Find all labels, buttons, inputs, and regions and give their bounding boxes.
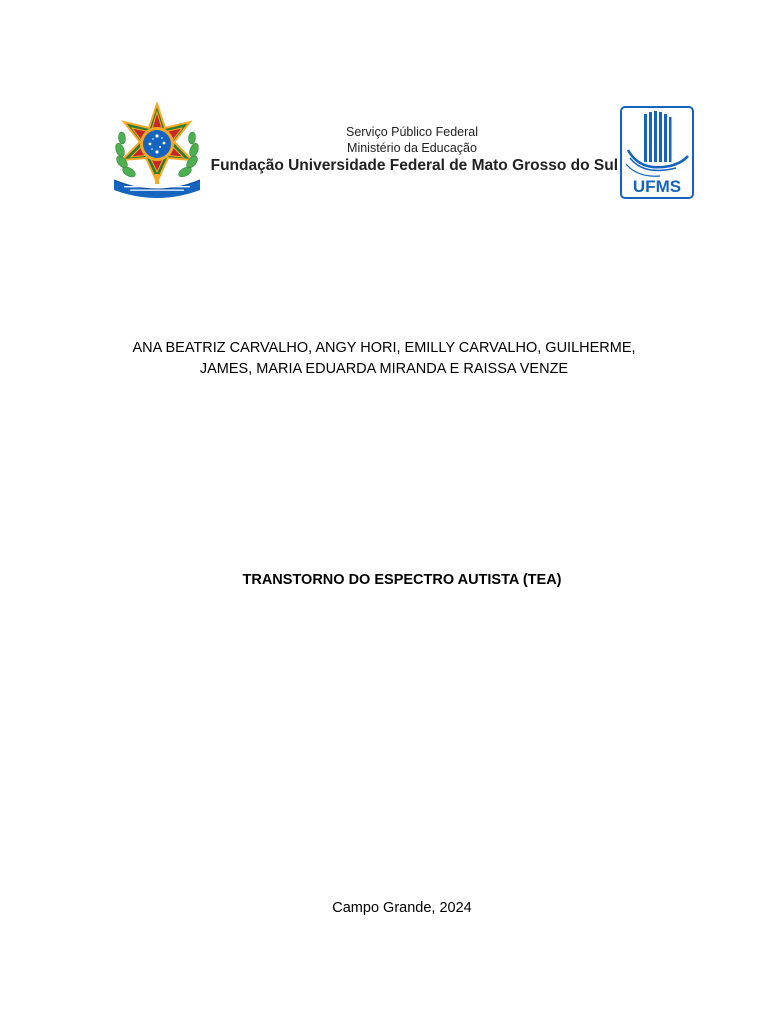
header-text-block — [206, 124, 618, 175]
place-and-year: Campo Grande, 2024 — [332, 900, 472, 916]
header-ministry-line: Ministério da Educação — [347, 141, 477, 155]
ufms-logo-icon — [620, 106, 694, 199]
brazil-coat-of-arms-icon — [110, 102, 204, 200]
authors-block — [84, 338, 684, 380]
authors-line-2: JAMES, MARIA EDUARDA MIRANDA E RAISSA VENZE — [199, 361, 569, 377]
header-institution-name: Fundação Universidade Federal de Mato Grosso do Sul — [210, 157, 618, 174]
header-service-line: Serviço Público Federal — [345, 125, 478, 139]
document-title: TRANSTORNO DO ESPECTRO AUTISTA (TEA) — [242, 572, 562, 588]
document-header — [108, 100, 696, 202]
ufms-logo-text: UFMS — [632, 177, 682, 196]
authors-line-1: ANA BEATRIZ CARVALHO, ANGY HORI, EMILLY CARVALHO, GUILHERME, — [132, 340, 636, 356]
